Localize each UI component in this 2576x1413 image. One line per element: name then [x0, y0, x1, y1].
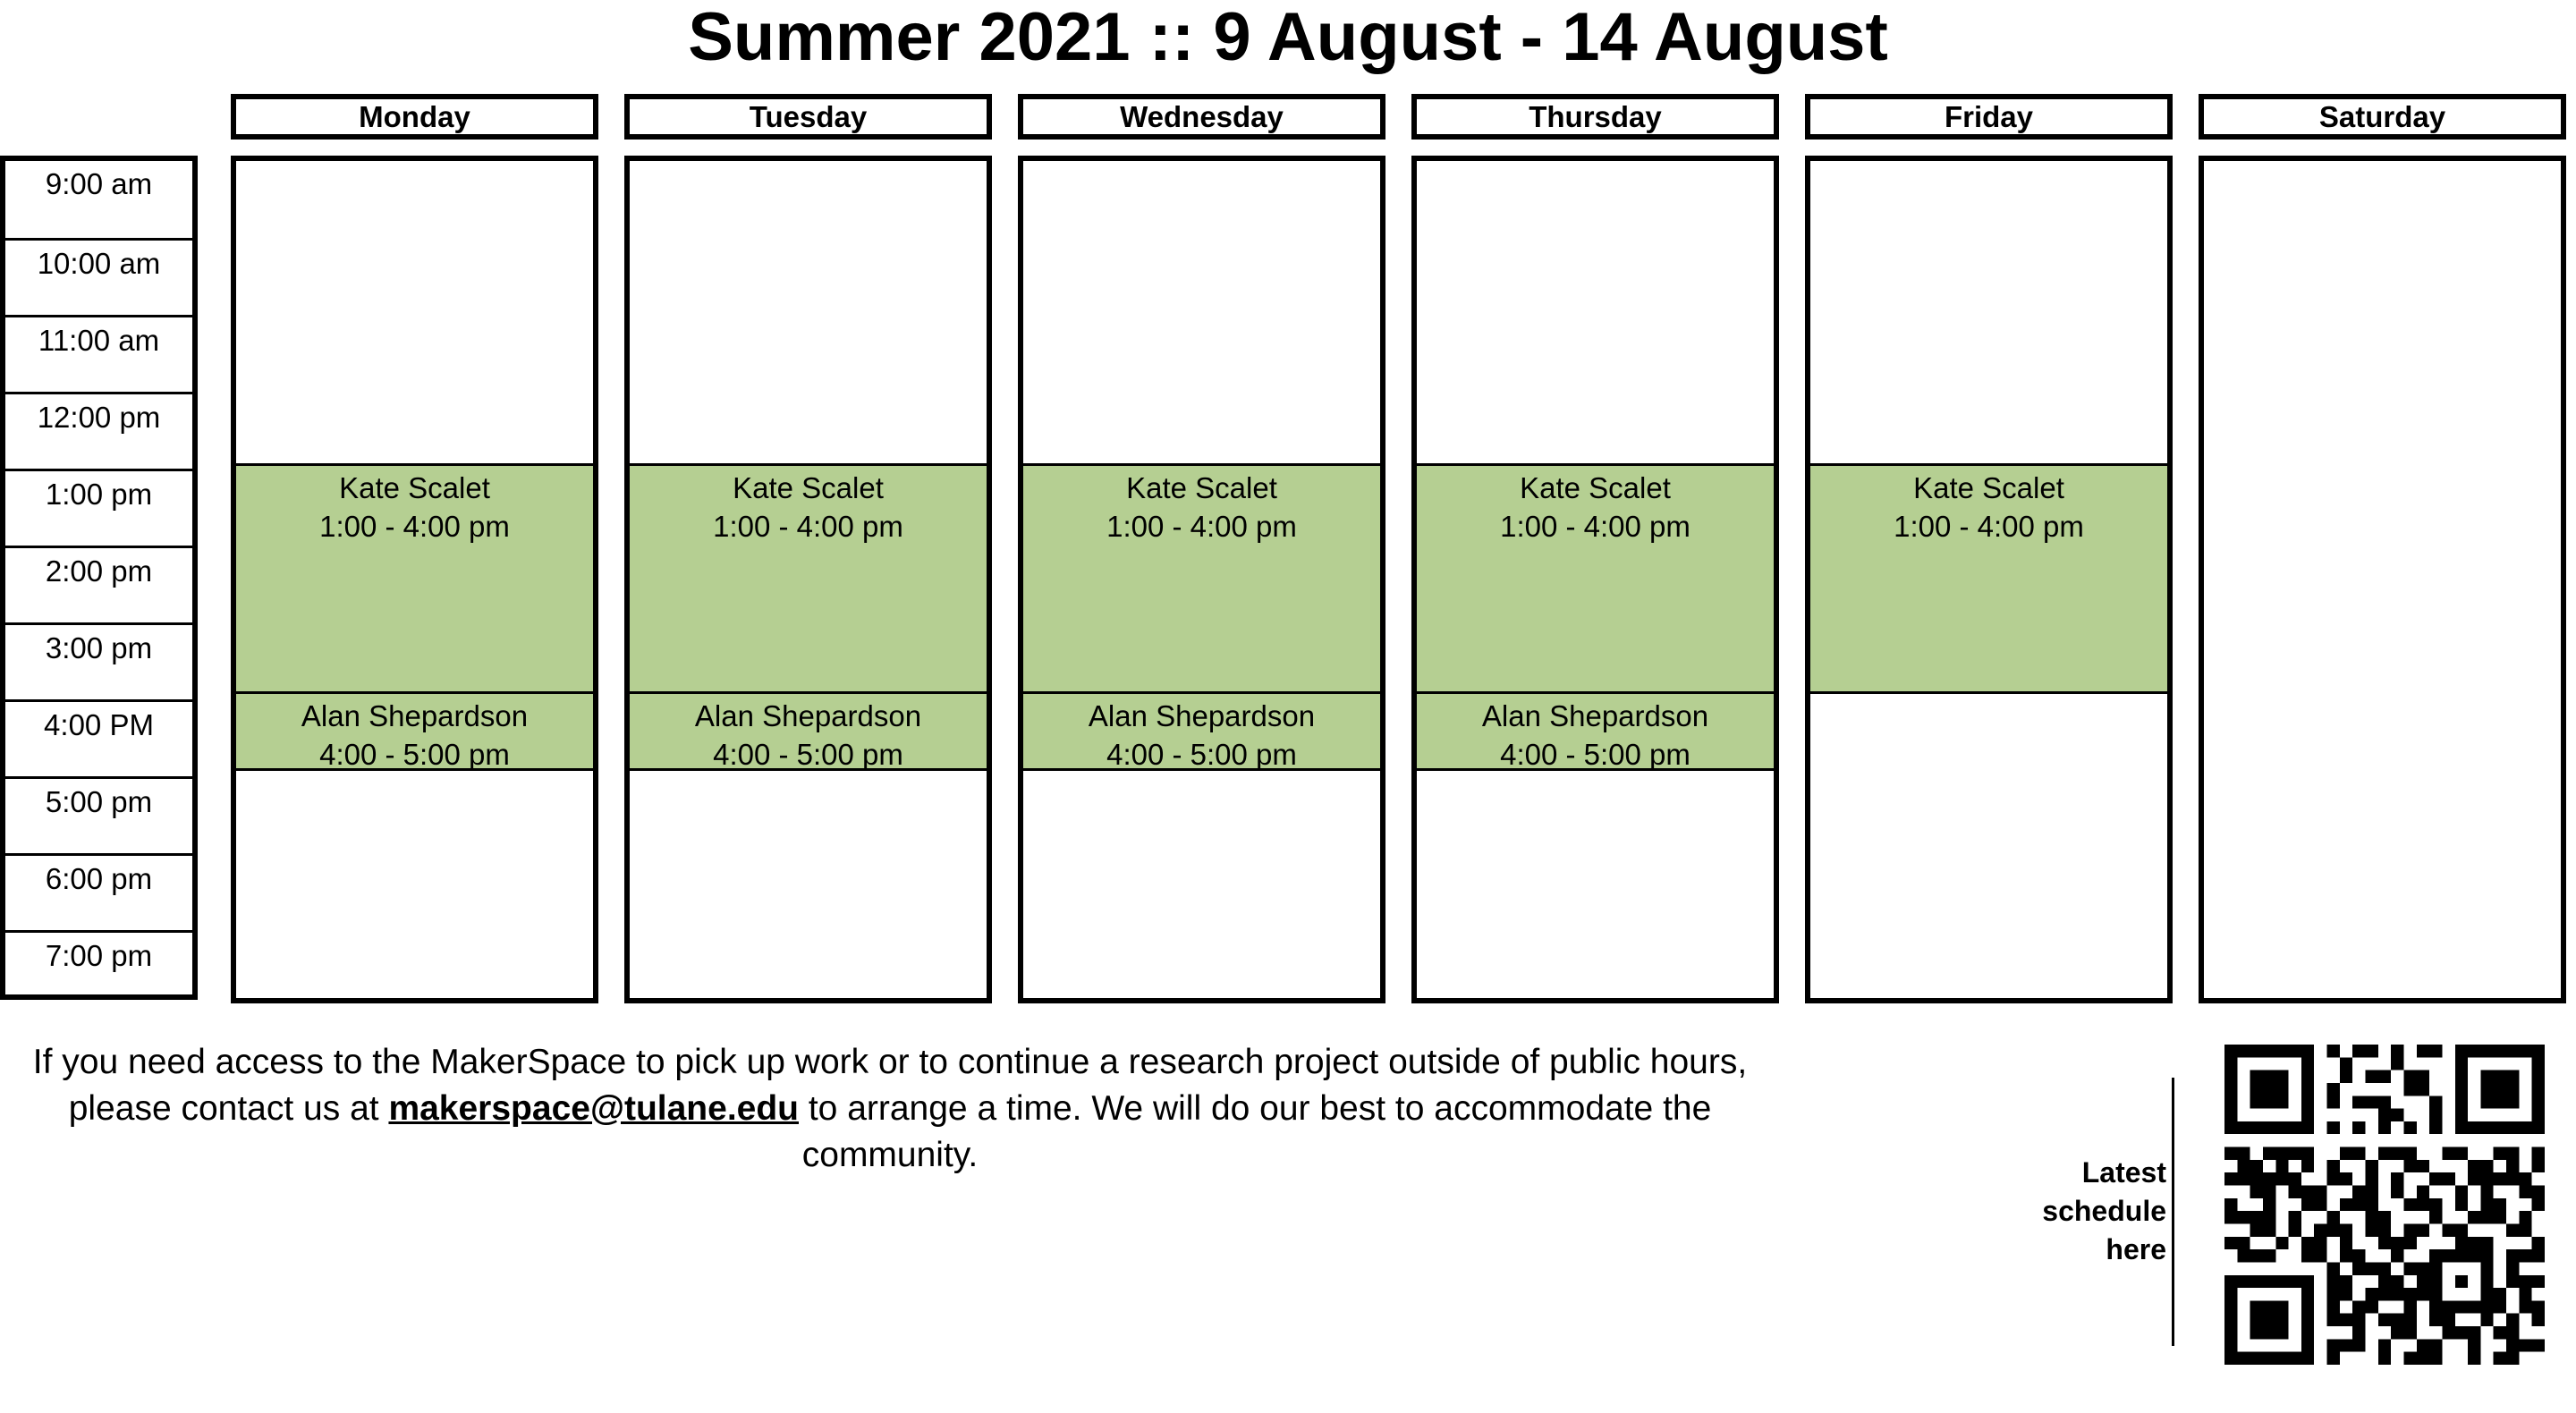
note-text-before: If you need access to the MakerSpace to pick up work or to continue a research project outside of public hours, please contact us at [32, 1043, 1748, 1128]
shift-hours: 4:00 - 5:00 pm [713, 738, 903, 771]
email-link[interactable]: makerspace@tulane.edu [388, 1089, 799, 1128]
time-slot: 11:00 am [5, 315, 192, 392]
day-header-friday: Friday [1805, 94, 2173, 140]
time-slot: 10:00 am [5, 238, 192, 315]
shift-block [1810, 463, 2167, 694]
shift-person: Kate Scalet [1520, 471, 1671, 504]
time-slot: 1:00 pm [5, 469, 192, 546]
shift-person: Kate Scalet [1126, 471, 1277, 504]
shift-block [1023, 463, 1380, 694]
day-header-wednesday: Wednesday [1018, 94, 1385, 140]
shift-hours: 1:00 - 4:00 pm [319, 510, 510, 543]
shift-person: Kate Scalet [1913, 471, 2064, 504]
time-slot: 6:00 pm [5, 853, 192, 930]
time-column [0, 156, 198, 1000]
day-column-thursday [1411, 156, 1779, 1003]
divider [2172, 1078, 2174, 1346]
time-slot: 3:00 pm [5, 622, 192, 699]
shift-block [236, 694, 593, 771]
shift-block [236, 463, 593, 694]
shift-block [630, 694, 987, 771]
shift-person: Alan Shepardson [301, 699, 529, 732]
shift-hours: 4:00 - 5:00 pm [319, 738, 510, 771]
shift-hours: 4:00 - 5:00 pm [1500, 738, 1690, 771]
qr-label [1968, 1154, 2166, 1269]
page-title: Summer 2021 :: 9 August - 14 August [688, 0, 1888, 75]
qr-label-line: here [2106, 1233, 2166, 1265]
shift-block [1023, 694, 1380, 771]
day-header-thursday: Thursday [1411, 94, 1779, 140]
shift-hours: 1:00 - 4:00 pm [713, 510, 903, 543]
shift-person: Kate Scalet [339, 471, 490, 504]
day-column-saturday [2199, 156, 2566, 1003]
time-slot: 2:00 pm [5, 546, 192, 622]
shift-person: Kate Scalet [733, 471, 884, 504]
shift-person: Alan Shepardson [694, 699, 922, 732]
shift-block [1417, 463, 1774, 694]
day-column-friday [1805, 156, 2173, 1003]
shift-block [630, 463, 987, 694]
day-header-monday: Monday [231, 94, 598, 140]
shift-block [1417, 694, 1774, 771]
qr-label-line: schedule [2042, 1195, 2166, 1227]
time-slot: 12:00 pm [5, 392, 192, 469]
shift-hours: 1:00 - 4:00 pm [1106, 510, 1297, 543]
shift-person: Alan Shepardson [1481, 699, 1709, 732]
shift-hours: 1:00 - 4:00 pm [1500, 510, 1690, 543]
access-note [0, 1039, 1780, 1179]
time-slot: 4:00 PM [5, 699, 192, 776]
time-slot: 9:00 am [45, 167, 153, 200]
day-column-tuesday [624, 156, 992, 1003]
day-column-wednesday [1018, 156, 1385, 1003]
day-header-tuesday: Tuesday [624, 94, 992, 140]
day-header-saturday: Saturday [2199, 94, 2566, 140]
qr-label-line: Latest [2081, 1156, 2166, 1189]
time-slot: 7:00 pm [5, 930, 192, 1007]
shift-person: Alan Shepardson [1088, 699, 1316, 732]
qr-code-icon[interactable] [2224, 1045, 2545, 1365]
day-column-monday [231, 156, 598, 1003]
shift-hours: 4:00 - 5:00 pm [1106, 738, 1297, 771]
time-slot: 5:00 pm [5, 776, 192, 853]
shift-hours: 1:00 - 4:00 pm [1894, 510, 2084, 543]
note-text-after: to arrange a time. We will do our best to accommodate the community. [799, 1089, 1712, 1174]
